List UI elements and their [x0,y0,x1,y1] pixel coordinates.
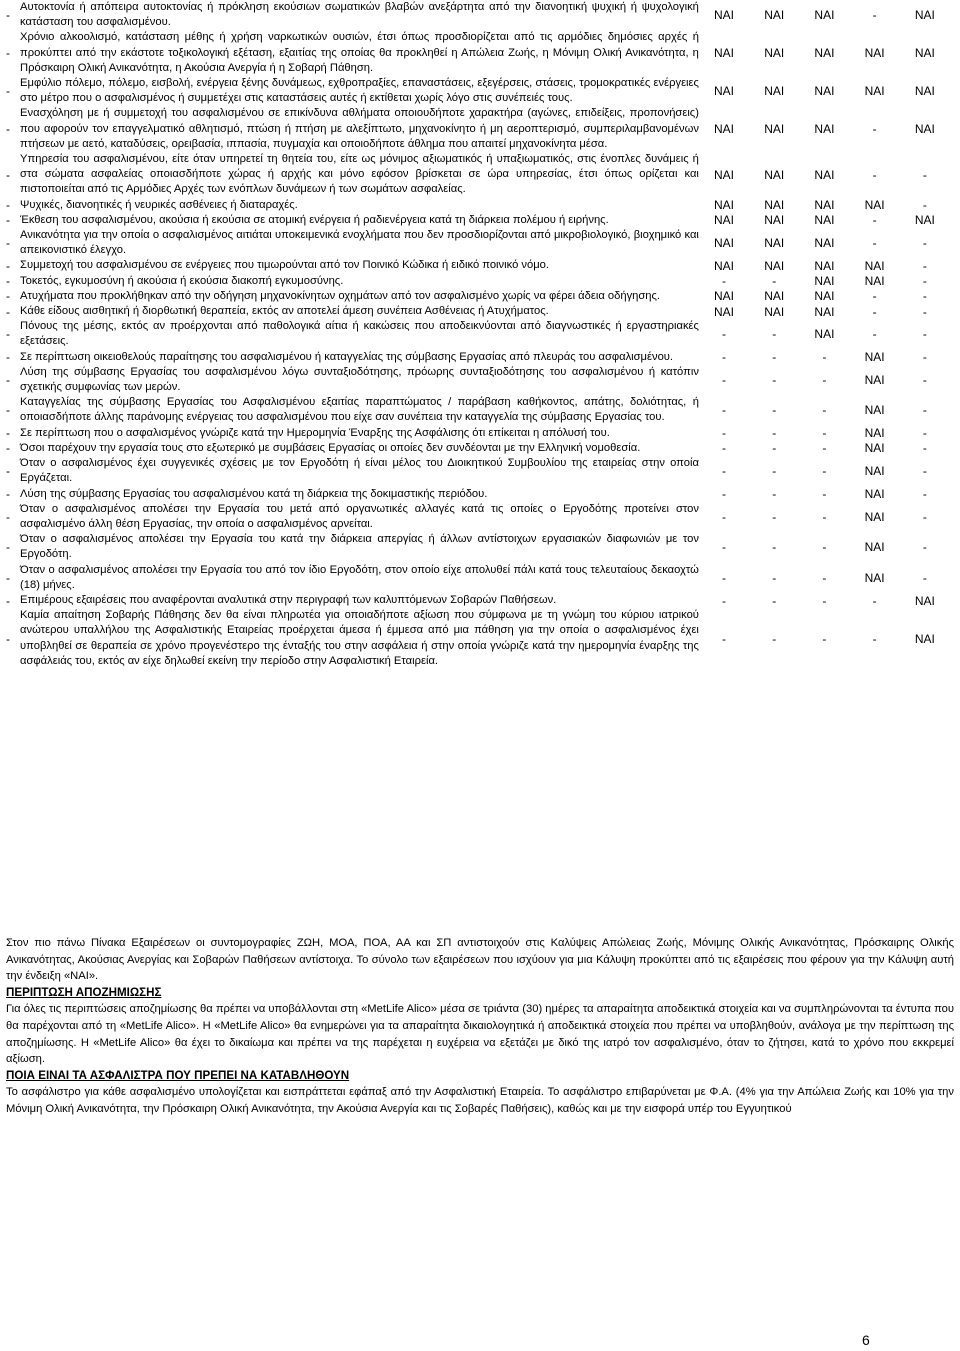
exclusion-text: Έκθεση του ασφαλισμένου, ακούσια ή εκούσια σε ατομική ενέργεια ή ραδιενέργεια κατά τη διάρκεια πολέμου ή ειρήνης. [20,213,609,226]
coverage-flag: ΝΑΙ [914,631,935,646]
coverage-flag: - [772,403,777,418]
exclusion-text: Όσοι παρέχουν την εργασία τους στο εξωτερικό με συμβάσεις Εργασίας οι οποίες δεν συνδέονται με την Ελληνική νομοθεσία. [20,441,641,454]
coverage-flag: ΝΑΙ [814,198,835,213]
coverage-flag: - [722,593,727,608]
coverage-flag: ΝΑΙ [814,167,835,182]
coverage-flag: - [922,509,927,524]
coverage-flag: - [722,487,727,502]
exclusion-text: Κάθε είδους αισθητική ή διορθωτική θεραπεία, εκτός αν αποτελεί άμεση συνέπεια Ασθένειας ή Ατυχήματος. [20,305,549,318]
bullet-dash: - [6,570,10,585]
coverage-flag: - [772,327,777,342]
exclusion-row [6,365,950,395]
coverage-flag: ΝΑΙ [764,289,785,304]
exclusion-text: Πόνους της μέσης, εκτός αν προέρχονται από παθολογικά αίτια ή κακώσεις που αποδεικνύονται από διαγνωστικές ή εργαστηριακές εξετάσεις. [20,320,699,348]
bullet-dash: - [6,631,10,646]
exclusion-row [6,228,950,258]
coverage-flag: ΝΑΙ [814,327,835,342]
bullet-dash: - [6,167,10,182]
coverage-flag: - [772,274,777,289]
bullet-dash: - [6,441,10,456]
coverage-flag: - [922,350,927,365]
exclusion-text: Ανικανότητα για την οποία ο ασφαλισμένος αιτιάται υποκειμενικά ενοχλήματα που δεν προσδιορίζονται από μικροβιολογικό, βιοχημικό και απεικονιστικό έλεγχο. [20,229,699,257]
coverage-flag: - [922,236,927,251]
exclusion-row [6,319,950,349]
exclusion-row [6,563,950,593]
coverage-flag: ΝΑΙ [914,84,935,99]
coverage-flag: - [722,464,727,479]
coverage-flag: - [872,213,877,228]
coverage-flag: - [822,403,827,418]
exclusion-row [6,106,950,152]
coverage-flag: - [822,464,827,479]
coverage-flag: - [772,593,777,608]
coverage-flag: ΝΑΙ [864,46,885,61]
exclusion-text: Καταγγελίας της σύμβασης Εργασίας του Ασφαλισμένου εξαιτίας παραπτώματος / παράβαση καθήκοντος, απάτης, δολιότητας, ή οποιασδήποτε άλλης παράνομης ενέργειας του ασφαλισμένου που είχε σαν συνέπεια την καταγγελία της σύμβασης Εργασίας του. [20,396,699,424]
bullet-dash: - [6,426,10,441]
coverage-flag: - [922,289,927,304]
coverage-flag: ΝΑΙ [714,236,735,251]
page-number: 6 [862,1332,870,1348]
coverage-flag: - [922,403,927,418]
coverage-flag: ΝΑΙ [764,213,785,228]
exclusion-row [6,198,950,213]
coverage-flag: ΝΑΙ [914,46,935,61]
coverage-flag: ΝΑΙ [864,540,885,555]
bullet-dash: - [6,122,10,137]
exclusion-text: Εμφύλιο πόλεμο, πόλεμο, εισβολή, ενέργεια ξένης δυνάμεως, εχθροπραξίες, επαναστάσεις, εξεγέρσεις, στάσεις, τρομοκρατικές ενέργειες στο μέτρο που ο ασφαλισμένος ή συμμετέχει στις καταστάσεις αυτές ή εκτίθεται χωρίς λόγο στις συνέπειές τους. [20,77,699,105]
coverage-flag: ΝΑΙ [864,426,885,441]
coverage-flag: - [722,350,727,365]
coverage-flag: ΝΑΙ [914,8,935,23]
exclusion-row [6,30,950,76]
coverage-flag: - [772,509,777,524]
exclusion-text: Ψυχικές, διανοητικές ή νευρικές ασθένειες ή διαταραχές. [20,198,298,211]
coverage-flag: ΝΑΙ [764,8,785,23]
exclusion-text: Σε περίπτωση που ο ασφαλισμένος γνώριζε κατά την Ημερομηνία Έναρξης της Ασφάλισης ότι επίκειται η απόλυσή του. [20,426,610,439]
exclusion-row [6,213,950,228]
exclusion-text: Όταν ο ασφαλισμένος έχει συγγενικές σχέσεις με τον Εργοδότη ή είναι μέλος του Διοικητικού Συμβουλίου της εταιρείας στην οποία Εργάζεται. [20,457,699,485]
exclusion-text: Επιμέρους εξαιρέσεις που αναφέρονται αναλυτικά στην περιγραφή των καλυπτόμενων Σοβαρών Παθήσεων. [20,593,557,606]
coverage-flag: ΝΑΙ [864,509,885,524]
coverage-flag: ΝΑΙ [814,259,835,274]
exclusion-row [6,152,950,198]
coverage-flag: ΝΑΙ [864,570,885,585]
bullet-dash: - [6,304,10,319]
bullet-dash: - [6,259,10,274]
exclusion-text: Λύση της σύμβασης Εργασίας του ασφαλισμένου λόγω συνταξιοδότησης, πρόωρης συνταξιοδότησης του ασφαλισμένου ή κατόπιν σχετικής συμφωνίας των μερών. [20,365,699,394]
coverage-flag: - [922,464,927,479]
coverage-flag: - [922,441,927,456]
coverage-flag: - [822,593,827,608]
coverage-flag: ΝΑΙ [814,46,835,61]
coverage-flag: - [722,441,727,456]
coverage-flag: - [922,327,927,342]
coverage-flag: - [922,570,927,585]
exclusion-row [6,608,950,669]
coverage-flag: - [922,426,927,441]
exclusion-text: Τοκετός, εγκυμοσύνη ή ακούσια ή εκούσια διακοπή εγκυμοσύνης. [20,274,344,287]
coverage-flag: - [722,274,727,289]
bullet-dash: - [6,373,10,388]
coverage-flag: ΝΑΙ [864,403,885,418]
coverage-flag: ΝΑΙ [864,259,885,274]
coverage-flag: ΝΑΙ [814,122,835,137]
exclusion-text: Όταν ο ασφαλισμένος απολέσει την Εργασία του από τον ίδιο Εργοδότη, στον οποίο είχε απολυθεί πάλι κατά τους τελευταίους δεκαοχτώ (18) μήνες. [20,563,699,591]
bullet-dash: - [6,8,10,23]
bullet-dash: - [6,403,10,418]
coverage-flag: - [922,167,927,182]
coverage-flag: - [772,373,777,388]
coverage-flag: - [772,350,777,365]
coverage-flag: - [772,464,777,479]
bullet-dash: - [6,540,10,555]
coverage-flag: ΝΑΙ [864,464,885,479]
coverage-flag: - [922,304,927,319]
exclusion-row [6,289,950,304]
coverage-flag: ΝΑΙ [864,84,885,99]
summary-paragraph: Στον πιο πάνω Πίνακα Εξαιρέσεων οι συντομογραφίες ΖΩΗ, ΜΟΑ, ΠΟΑ, ΑΑ και ΣΠ αντιστοιχούν στις Καλύψεις Απώλειας Ζωής, Μόνιμης Ολικής Ανικανότητας, Πρόσκαιρης Ολικής Ανικανότητας, Ακούσιας Ανεργίας και Σοβαρών Παθήσεων αντίστοιχα. Το σύνολο των εξαιρέσεων που ισχύουν για μια Κάλυψη προκύπτει από τις εξαιρέσεις που φέρουν για την Κάλυψη αυτή την ένδειξη «ΝΑΙ». [6,937,954,983]
coverage-flag: ΝΑΙ [714,8,735,23]
bullet-dash: - [6,213,10,228]
exclusion-text: Χρόνιο αλκοολισμό, κατάσταση μέθης ή χρήση ναρκωτικών ουσιών, έτσι όπως προσδιορίζεται από τις αρμόδιες δημόσιες αρχές ή προκύπτει από την εκάστοτε τοξικολογική εξέταση, εξαιτίας της οποίας θα προκληθεί η Απώλεια Ζωής, η Μόνιμη Ολική Ανικανότητα, η Πρόσκαιρη Ολική Ανικανότητα, η Ακούσια Ανεργία ή η Σοβαρή Πάθηση. [20,31,699,74]
bullet-dash: - [6,46,10,61]
coverage-flag: - [872,8,877,23]
exclusion-text: Ατυχήματα που προκλήθηκαν από την οδήγηση μηχανοκίνητων οχημάτων από τον ασφαλισμένο χωρίς να φέρει άδεια οδήγησης. [20,289,661,302]
exclusion-row [6,532,950,562]
coverage-flag: ΝΑΙ [864,373,885,388]
coverage-flag: - [772,426,777,441]
bullet-dash: - [6,350,10,365]
coverage-flag: ΝΑΙ [814,236,835,251]
claims-heading: ΠΕΡΙΠΤΩΣΗ ΑΠΟΖΗΜΙΩΣΗΣ [6,985,162,999]
coverage-flag: - [872,167,877,182]
exclusions-table [6,0,950,669]
coverage-flag: - [922,274,927,289]
bullet-dash: - [6,327,10,342]
exclusions-table-body [6,0,950,669]
coverage-flag: ΝΑΙ [764,46,785,61]
exclusion-row [6,274,950,289]
coverage-flag: - [872,122,877,137]
exclusion-text: Ενασχόληση με ή συμμετοχή του ασφαλισμένου σε επικίνδυνα αθλήματα οποιουδήποτε χαρακτήρα (αγώνες, επιδείξεις, προπονήσεις) που αφορούν τον επαγγελματικό αθλητισμό, πτώση ή πτήση με αλεξίπτωτο, μηχανοκίνητο ή μη αεροπτερισμό, συμπεριλαμβανομένων πτήσεων με αετό, καταδύσεις, ορειβασία, ιππασία, πυγμαχία και οποιοδήποτε άθλημα που απαιτεί μηχανοκίνητα μέσα. [20,107,699,150]
bullet-dash: - [6,487,10,502]
coverage-flag: - [872,593,877,608]
coverage-flag: ΝΑΙ [714,304,735,319]
exclusion-row [6,76,950,106]
coverage-flag: ΝΑΙ [764,84,785,99]
coverage-flag: ΝΑΙ [814,213,835,228]
exclusion-text: Συμμετοχή του ασφαλισμένου σε ενέργειες που τιμωρούνται από τον Ποινικό Κώδικα ή ειδικό ποινικό νόμο. [20,259,549,272]
coverage-flag: ΝΑΙ [714,46,735,61]
coverage-flag: ΝΑΙ [914,213,935,228]
coverage-flag: - [922,487,927,502]
coverage-flag: - [822,509,827,524]
coverage-flag: ΝΑΙ [814,274,835,289]
bullet-dash: - [6,289,10,304]
coverage-flag: ΝΑΙ [764,236,785,251]
coverage-flag: - [822,631,827,646]
coverage-flag: - [772,570,777,585]
coverage-flag: ΝΑΙ [764,304,785,319]
coverage-flag: - [872,304,877,319]
coverage-flag: ΝΑΙ [814,289,835,304]
coverage-flag: - [872,289,877,304]
coverage-flag: - [822,540,827,555]
coverage-flag: - [722,327,727,342]
premium-heading: ΠΟΙΑ ΕΙΝΑΙ ΤΑ ΑΣΦΑΛΙΣΤΡΑ ΠΟΥ ΠΡΕΠΕΙ ΝΑ ΚΑΤΑΒΛΗΘΟΥΝ [6,1068,350,1082]
coverage-flag: ΝΑΙ [864,350,885,365]
coverage-flag: ΝΑΙ [764,259,785,274]
claims-paragraph: Για όλες τις περιπτώσεις αποζημίωσης θα πρέπει να υποβάλλονται στη «MetLife Alico» μέσα σε τριάντα (30) ημέρες τα απαραίτητα αποδεικτικά στοιχεία και να συμπληρώνονται τα έντυπα που θα παρέχονται από τη «MetLife Alico». Η «MetLife Alico» θα ενημερώνει για τα απαραίτητα δικαιολογητικά ή αποδεικτικά στοιχεία που πρέπει να υποβληθούν, ανάλογα με την περίπτωση της αποζημίωσης. Η «MetLife Alico» θα έχει το δικαίωμα και πρέπει να της παρέχεται η ευχέρεια να εξετάζει με δικό της ιατρό τον ασφαλισμένο, όταν το ζήτησει, κατά το χρόνο που εκκρεμεί αξίωση. [6,1003,954,1066]
coverage-flag: ΝΑΙ [714,289,735,304]
exclusion-text: Λύση της σύμβασης Εργασίας του ασφαλισμένου κατά τη διάρκεια της δοκιμαστικής περιόδου. [20,487,488,500]
exclusion-text: Καμία απαίτηση Σοβαρής Πάθησης δεν θα είναι πληρωτέα για οποιαδήποτε αξίωση που σύμφωνα με τη γνώμη του κύριου ιατρικού ανώτερου υπαλλήλου της Ασφαλιστικής Εταιρείας προέρχεται άμεσα ή έμμεσα από μια πάθηση για την οποία ο ασφαλισμένος έχει υποβληθεί σε θεραπεία σε χρόνο προγενέστερο της ένταξής του στην ασφάλεια ή στην οποία γνώριζε κατά την ημερομηνία έναρξης της ασφάλειάς του, εκτός αν είχε δηλωθεί εκείνη την περίοδο στην Ασφαλιστική Εταιρεία. [20,609,699,667]
coverage-flag: ΝΑΙ [864,274,885,289]
bullet-dash: - [6,274,10,289]
coverage-flag: ΝΑΙ [714,122,735,137]
exclusion-text: Όταν ο ασφαλισμένος απολέσει την Εργασία του κατά την διάρκεια απεργίας ή άλλων αντίστοιχων εργασιακών διαφωνιών με τον Εργοδότη. [20,533,699,561]
exclusion-row [6,426,950,441]
coverage-flag: - [822,570,827,585]
exclusion-text: Αυτοκτονία ή απόπειρα αυτοκτονίας ή πρόκληση εκούσιων σωματικών βλαβών ανεξάρτητα από την διανοητική ψυχική ή ψυχολογική κατάσταση του ασφαλισμένου. [20,1,699,29]
coverage-flag: - [722,403,727,418]
coverage-flag: - [772,540,777,555]
exclusion-row [6,487,950,502]
premium-paragraph: Το ασφάλιστρο για κάθε ασφαλισμένο υπολογίζεται και εισπράττεται εφάπαξ από την Ασφαλιστική Εταιρεία. Το ασφάλιστρο επιβαρύνεται με Φ.Α. (4% για την Απώλεια Ζωής και 10% για την Μόνιμη Ολική Ανικανότητα, την Πρόσκαιρη Ολική Ανικανότητα, την Ακούσια Ανεργία και τις Σοβαρές Παθήσεις), καθώς και με την εισφορά υπέρ του Εγγυητικού [6,1086,954,1115]
coverage-flag: - [772,631,777,646]
bullet-dash: - [6,464,10,479]
coverage-flag: - [872,236,877,251]
coverage-flag: ΝΑΙ [714,213,735,228]
coverage-flag: - [722,509,727,524]
coverage-flag: ΝΑΙ [764,122,785,137]
coverage-flag: - [822,441,827,456]
coverage-flag: - [722,540,727,555]
coverage-flag: ΝΑΙ [864,441,885,456]
coverage-flag: ΝΑΙ [714,198,735,213]
exclusion-row [6,350,950,365]
coverage-flag: - [922,540,927,555]
coverage-flag: ΝΑΙ [864,487,885,502]
coverage-flag: - [922,373,927,388]
coverage-flag: ΝΑΙ [914,122,935,137]
coverage-flag: ΝΑΙ [714,167,735,182]
exclusion-text: Όταν ο ασφαλισμένος απολέσει την Εργασία του μετά από οργανωτικές αλλαγές κατά τις οποίες ο Εργοδότης προτείνει στον ασφαλισμένο άλλη θέση Εργασίας, την οποία ο ασφαλισμένος αρνείται. [20,502,699,530]
coverage-flag: ΝΑΙ [914,593,935,608]
bullet-dash: - [6,198,10,213]
bullet-dash: - [6,509,10,524]
coverage-flag: - [822,350,827,365]
coverage-flag: - [822,426,827,441]
bullet-dash: - [6,84,10,99]
exclusion-text: Υπηρεσία του ασφαλισμένου, είτε όταν υπηρετεί τη θητεία του, είτε ως μόνιμος αξιωματικός ή υπαξιωματικός, στις ένοπλες δυνάμεις ή στα σώματα ασφαλείας οποιασδήποτε χώρας ή αρχής και μόνο εφόσον βρίσκεται σε ώρα υπηρεσίας, έτσι όπως ορίζεται και πιστοποιείται από τις Αρμόδιες Αρχές των ενόπλων δυνάμεων ή των σωμάτων ασφαλείας. [20,153,699,196]
coverage-flag: - [822,487,827,502]
coverage-flag: ΝΑΙ [814,8,835,23]
exclusion-row [6,258,950,273]
coverage-flag: ΝΑΙ [714,84,735,99]
after-table-section [6,935,954,1118]
exclusion-row [6,593,950,608]
exclusion-row [6,304,950,319]
bullet-dash: - [6,593,10,608]
exclusion-row [6,502,950,532]
coverage-flag: - [822,373,827,388]
coverage-flag: - [772,441,777,456]
coverage-flag: ΝΑΙ [714,259,735,274]
coverage-flag: ΝΑΙ [864,198,885,213]
coverage-flag: ΝΑΙ [764,198,785,213]
coverage-flag: - [922,259,927,274]
coverage-flag: ΝΑΙ [764,167,785,182]
coverage-flag: - [872,327,877,342]
coverage-flag: - [722,373,727,388]
coverage-flag: - [722,631,727,646]
coverage-flag: - [722,570,727,585]
coverage-flag: - [722,426,727,441]
coverage-flag: - [872,631,877,646]
exclusion-row [6,456,950,486]
coverage-flag: - [772,487,777,502]
coverage-flag: ΝΑΙ [814,84,835,99]
coverage-flag: - [922,198,927,213]
exclusion-row [6,395,950,425]
coverage-flag: ΝΑΙ [814,304,835,319]
exclusion-text: Σε περίπτωση οικειοθελούς παραίτησης του ασφαλισμένου ή καταγγελίας της σύμβασης Εργασίας από πλευράς του ασφαλισμένου. [20,350,674,363]
bullet-dash: - [6,236,10,251]
exclusion-row [6,441,950,456]
exclusion-row [6,0,950,30]
